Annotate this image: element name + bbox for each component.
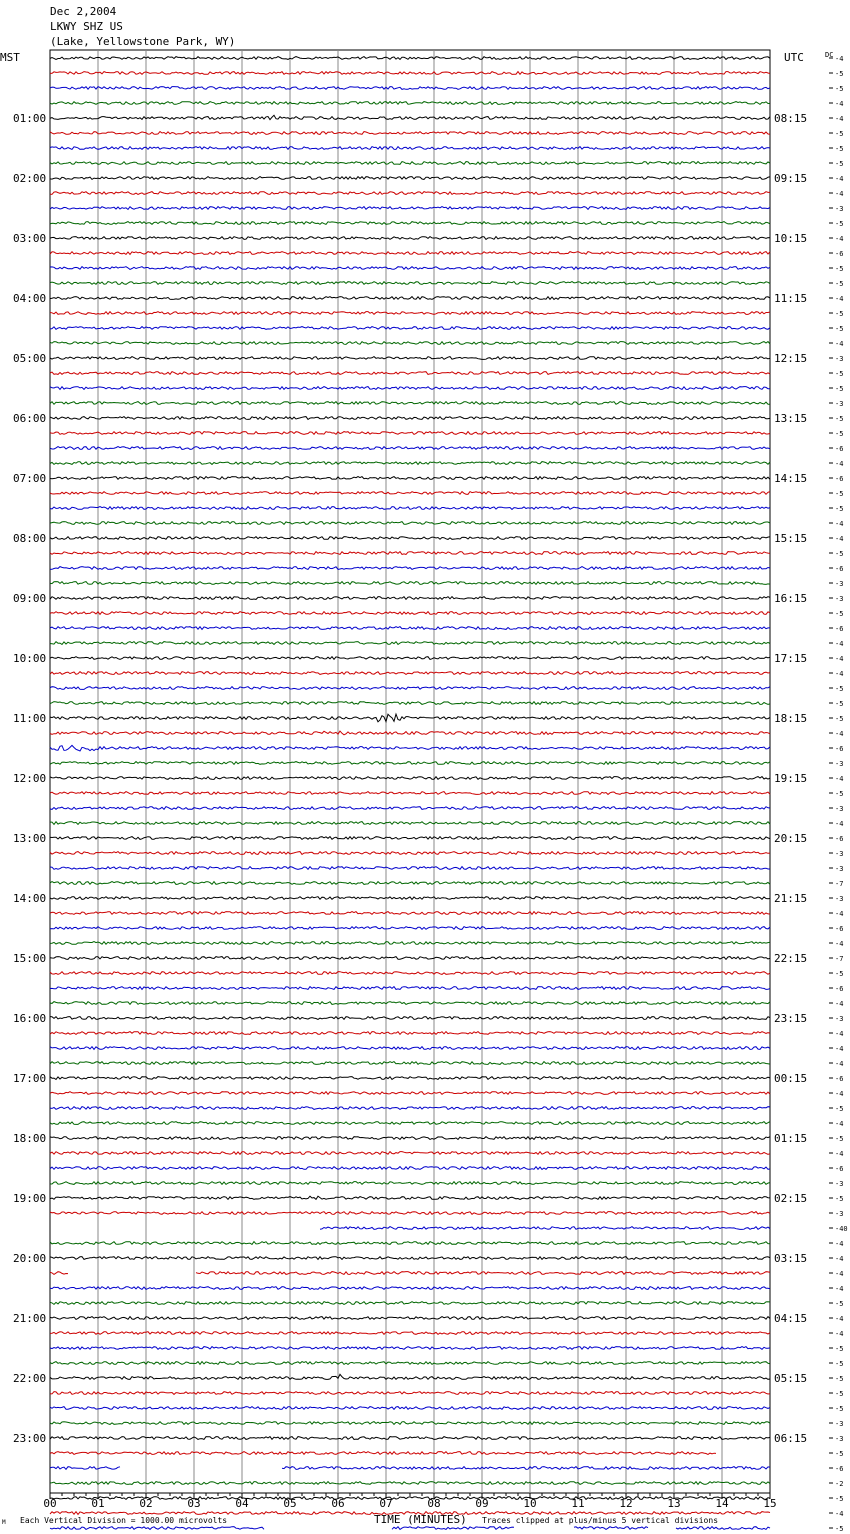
dc-offset-label: -6 — [835, 475, 844, 483]
x-tick-label: 14 — [715, 1497, 729, 1510]
dc-offset-label: -3 — [835, 850, 844, 858]
dc-offset-label: -7 — [835, 955, 844, 963]
trace-line — [320, 1227, 770, 1230]
x-tick-label: 10 — [523, 1497, 537, 1510]
left-hour-label: 16:00 — [13, 1012, 47, 1025]
trace-line — [50, 1242, 770, 1245]
trace-line — [50, 714, 770, 722]
left-hour-label: 12:00 — [13, 772, 47, 785]
x-tick-label: 13 — [667, 1497, 681, 1510]
dc-offset-label: -6 — [835, 1465, 844, 1473]
trace-line — [50, 1002, 770, 1005]
dc-offset-label: -4 — [835, 1270, 844, 1278]
dc-offset-label: -5 — [835, 1405, 844, 1413]
dc-title: DC — [825, 51, 834, 59]
header-station: LKWY SHZ US — [50, 20, 123, 33]
dc-offset-label: -3 — [835, 760, 844, 768]
right-hour-label: 18:15 — [774, 712, 808, 725]
trace-line — [50, 1482, 770, 1485]
dc-offset-label: -5 — [835, 1390, 844, 1398]
dc-offset-label: -4 — [835, 670, 844, 678]
trace-line — [50, 402, 770, 405]
trace-line — [50, 957, 770, 960]
trace-line — [50, 745, 770, 751]
trace-line — [50, 1047, 770, 1050]
trace-line — [50, 87, 770, 90]
x-tick-label: 04 — [235, 1497, 249, 1510]
trace-line — [50, 1317, 770, 1320]
dc-offset-label: -5 — [835, 265, 844, 273]
trace-line — [50, 672, 770, 675]
trace-line — [50, 567, 770, 570]
dc-offset-label: -4 — [835, 100, 844, 108]
trace-line — [50, 432, 770, 435]
dc-offset-label: -3 — [835, 595, 844, 603]
trace-line — [50, 1212, 770, 1215]
trace-line — [50, 207, 770, 210]
dc-offset-label: -5 — [835, 385, 844, 393]
right-hour-label: 23:15 — [774, 1012, 808, 1025]
traces — [50, 57, 770, 1534]
trace-line — [50, 1092, 770, 1095]
trace-line — [50, 282, 770, 285]
dc-offset-label: -5 — [835, 430, 844, 438]
dc-offset-label: -3 — [835, 1420, 844, 1428]
dc-offset-label: -5 — [835, 415, 844, 423]
trace-line — [50, 807, 770, 810]
trace-line — [50, 657, 770, 660]
dc-offset-label: -4 — [835, 1315, 844, 1323]
trace-line — [50, 612, 770, 615]
left-hour-label: 03:00 — [13, 232, 47, 245]
trace-line — [50, 1407, 770, 1410]
trace-line — [50, 537, 770, 540]
trace-line — [50, 372, 770, 375]
trace-line — [50, 1527, 770, 1530]
dc-offset-label: -5 — [835, 1345, 844, 1353]
dc-offset-label: -6 — [835, 1165, 844, 1173]
left-hour-label: 18:00 — [13, 1132, 47, 1145]
right-hour-label: 20:15 — [774, 832, 808, 845]
trace-line — [50, 552, 770, 555]
left-hour-label: 09:00 — [13, 592, 47, 605]
trace-line — [50, 597, 770, 600]
dc-offset-label: -5 — [835, 1450, 844, 1458]
trace-line — [50, 147, 770, 150]
right-hour-label: 15:15 — [774, 532, 808, 545]
trace-line — [50, 72, 770, 75]
trace-line — [50, 1152, 770, 1155]
trace-line — [50, 312, 770, 315]
plot-frame — [50, 50, 770, 1493]
trace-line — [50, 1374, 770, 1379]
dc-offset-label: -4 — [835, 1150, 844, 1158]
trace-line — [50, 477, 770, 480]
right-hour-label: 04:15 — [774, 1312, 808, 1325]
dc-offset-label: -5 — [835, 610, 844, 618]
right-hour-label: 05:15 — [774, 1372, 808, 1385]
dc-offset-label: -4 — [835, 910, 844, 918]
trace-line — [50, 777, 770, 780]
right-hour-label: 22:15 — [774, 952, 808, 965]
left-axis-title: MST — [0, 51, 20, 64]
dc-offset-label: -4 — [835, 730, 844, 738]
header-date: Dec 2,2004 — [50, 5, 117, 18]
trace-line — [50, 1347, 770, 1350]
dc-offset-label: -5 — [835, 160, 844, 168]
dc-offset-label: -4 — [835, 775, 844, 783]
dc-offset-label: -5 — [835, 280, 844, 288]
x-tick-label: 08 — [427, 1497, 441, 1510]
dc-offset-label: -6 — [835, 445, 844, 453]
trace-line — [50, 762, 770, 765]
dc-offset-label: -5 — [835, 970, 844, 978]
x-tick-label: 01 — [91, 1497, 105, 1510]
right-hour-label: 16:15 — [774, 592, 808, 605]
left-hour-label: 02:00 — [13, 172, 47, 185]
dc-offset-label: -4 — [835, 655, 844, 663]
dc-offset-label: -5 — [835, 1195, 844, 1203]
dc-offset-label: -5 — [835, 130, 844, 138]
dc-offset-label: -4 — [835, 940, 844, 948]
dc-offset-label: -6 — [835, 250, 844, 258]
dc-offset-label: -5 — [835, 550, 844, 558]
trace-line — [50, 462, 770, 465]
trace-line — [50, 1017, 770, 1020]
trace-line — [50, 102, 770, 105]
dc-offset-label: -5 — [835, 370, 844, 378]
x-tick-label: 12 — [619, 1497, 633, 1510]
left-hour-label: 08:00 — [13, 532, 47, 545]
trace-line — [50, 1422, 770, 1425]
footer-corner-mark: M — [2, 1519, 6, 1526]
right-hour-label: 17:15 — [774, 652, 808, 665]
dc-offset-label: -5 — [835, 700, 844, 708]
left-hour-label: 11:00 — [13, 712, 47, 725]
trace-line — [50, 447, 770, 450]
dc-offset-label: -4 — [835, 1090, 844, 1098]
trace-line — [50, 1302, 770, 1305]
dc-offset-label: -5 — [835, 790, 844, 798]
x-tick-label: 02 — [139, 1497, 153, 1510]
dc-offset-label: -5 — [835, 70, 844, 78]
trace-line — [50, 927, 770, 930]
left-hour-label: 15:00 — [13, 952, 47, 965]
trace-line — [50, 222, 770, 225]
dc-offset-label: -6 — [835, 565, 844, 573]
dc-offset-label: -5 — [835, 310, 844, 318]
dc-offset-label: -4 — [835, 115, 844, 123]
dc-offset-label: -4 — [835, 1255, 844, 1263]
dc-offset-label: -5 — [835, 715, 844, 723]
dc-offset-label: -5 — [835, 145, 844, 153]
dc-offset-label: -5 — [835, 1495, 844, 1503]
left-hour-label: 23:00 — [13, 1432, 47, 1445]
trace-line — [50, 987, 770, 990]
right-hour-label: 00:15 — [774, 1072, 808, 1085]
dc-offset-label: -4 — [835, 1030, 844, 1038]
trace-line — [50, 522, 770, 525]
trace-line — [50, 882, 770, 885]
right-hour-label: 21:15 — [774, 892, 808, 905]
trace-line — [50, 731, 770, 735]
trace-line — [50, 822, 770, 825]
trace-line — [50, 1182, 770, 1185]
right-hour-label: 10:15 — [774, 232, 808, 245]
trace-line — [50, 162, 770, 165]
right-hour-label: 01:15 — [774, 1132, 808, 1145]
dc-offset-label: -4 — [835, 1000, 844, 1008]
trace-line — [50, 1032, 770, 1035]
dc-offset-label: -4 — [835, 520, 844, 528]
trace-line — [50, 252, 770, 255]
dc-offset-label: -3 — [835, 355, 844, 363]
x-tick-label: 00 — [43, 1497, 57, 1510]
dc-offset-label: -40 — [835, 1225, 848, 1233]
dc-offset-label: -3 — [835, 1435, 844, 1443]
left-hour-label: 21:00 — [13, 1312, 47, 1325]
dc-offset-label: -3 — [835, 580, 844, 588]
trace-line — [50, 115, 770, 119]
trace-line — [50, 1122, 770, 1125]
dc-offset-label: -6 — [835, 1075, 844, 1083]
trace-line — [50, 342, 770, 345]
trace-line — [50, 687, 770, 690]
header-location: (Lake, Yellowstone Park, WY) — [50, 35, 236, 48]
dc-offset-label: -3 — [835, 805, 844, 813]
x-tick-label: 06 — [331, 1497, 345, 1510]
trace-line — [50, 297, 770, 300]
trace-line — [50, 177, 770, 180]
dc-offset-label: -5 — [835, 1360, 844, 1368]
trace-line — [50, 1392, 770, 1395]
trace-line — [50, 852, 770, 855]
trace-line — [50, 357, 770, 360]
dc-offset-label: -3 — [835, 895, 844, 903]
dc-offset-label: -4 — [835, 820, 844, 828]
x-tick-label: 11 — [571, 1497, 585, 1510]
trace-line — [50, 387, 770, 390]
trace-line — [50, 1257, 770, 1260]
x-tick-label: 15 — [763, 1497, 777, 1510]
trace-line — [50, 132, 770, 135]
trace-line — [50, 327, 770, 330]
right-hour-label: 13:15 — [774, 412, 808, 425]
right-hour-label: 11:15 — [774, 292, 808, 305]
dc-offset-label: -5 — [835, 505, 844, 513]
footer-clip-note: Traces clipped at plus/minus 5 vertical divisions — [482, 1516, 719, 1525]
left-hour-label: 20:00 — [13, 1252, 47, 1265]
dc-offset-label: -5 — [835, 1375, 844, 1383]
left-hour-label: 05:00 — [13, 352, 47, 365]
dc-offset-label: -5 — [835, 220, 844, 228]
left-hour-label: 06:00 — [13, 412, 47, 425]
right-hour-label: 03:15 — [774, 1252, 808, 1265]
dc-offset-label: -3 — [835, 400, 844, 408]
right-hour-label: 19:15 — [774, 772, 808, 785]
dc-offset-label: -6 — [835, 625, 844, 633]
trace-line — [50, 237, 770, 240]
x-tick-label: 07 — [379, 1497, 393, 1510]
dc-offset-label: -4 — [835, 460, 844, 468]
trace-line — [50, 267, 770, 270]
left-hour-label: 17:00 — [13, 1072, 47, 1085]
dc-offset-label: -6 — [835, 985, 844, 993]
left-hour-label: 07:00 — [13, 472, 47, 485]
trace-line — [50, 867, 770, 870]
dc-offset-label: -4 — [835, 295, 844, 303]
trace-line — [50, 1137, 770, 1140]
dc-offset-label: -2 — [835, 1480, 844, 1488]
dc-offset-label: -5 — [835, 325, 844, 333]
dc-offset-label: -5 — [835, 490, 844, 498]
trace-line — [50, 942, 770, 945]
trace-line — [50, 1196, 770, 1199]
dc-offset-label: -6 — [835, 745, 844, 753]
trace-line — [50, 1497, 770, 1500]
left-hour-label: 01:00 — [13, 112, 47, 125]
right-axis-title: UTC — [784, 51, 804, 64]
footer-scale-note: Each Vertical Division = 1000.00 microvolts — [20, 1516, 228, 1525]
dc-offset-label: -6 — [835, 925, 844, 933]
trace-line — [50, 1467, 770, 1470]
trace-line — [50, 1167, 770, 1170]
trace-line — [50, 1332, 770, 1335]
trace-line — [50, 642, 770, 645]
trace-line — [50, 702, 770, 705]
right-hour-label: 08:15 — [774, 112, 808, 125]
dc-offset-label: -4 — [835, 235, 844, 243]
right-hour-label: 14:15 — [774, 472, 808, 485]
dc-offset-label: -5 — [835, 1525, 844, 1533]
left-hour-label: 10:00 — [13, 652, 47, 665]
dc-offset-label: -4 — [835, 1510, 844, 1518]
dc-offset-label: -3 — [835, 205, 844, 213]
trace-line — [50, 582, 770, 585]
dc-offset-label: -5 — [835, 1300, 844, 1308]
left-hour-label: 14:00 — [13, 892, 47, 905]
x-tick-label: 09 — [475, 1497, 489, 1510]
trace-line — [50, 792, 770, 795]
trace-line — [50, 972, 770, 975]
trace-line — [50, 417, 770, 420]
dc-offset-label: -4 — [835, 535, 844, 543]
trace-line — [50, 1077, 770, 1080]
trace-line — [50, 1107, 770, 1110]
dc-offset-label: -5 — [835, 1105, 844, 1113]
left-hour-label: 13:00 — [13, 832, 47, 845]
trace-line — [50, 192, 770, 195]
dc-offset-label: -4 — [835, 55, 844, 63]
right-hour-label: 09:15 — [774, 172, 808, 185]
dc-offset-label: -3 — [835, 1015, 844, 1023]
dc-offset-label: -4 — [835, 1330, 844, 1338]
trace-line — [50, 1452, 716, 1455]
trace-line — [50, 1362, 770, 1365]
dc-offset-label: -4 — [835, 175, 844, 183]
dc-offset-label: -4 — [835, 340, 844, 348]
dc-offset-label: -4 — [835, 640, 844, 648]
dc-offset-label: -6 — [835, 835, 844, 843]
left-hour-label: 19:00 — [13, 1192, 47, 1205]
dc-offset-label: -5 — [835, 685, 844, 693]
trace-line — [50, 492, 770, 495]
dc-offset-label: -4 — [835, 190, 844, 198]
dc-offset-label: -3 — [835, 1180, 844, 1188]
trace-line — [50, 1437, 770, 1440]
trace-line — [50, 507, 770, 510]
dc-offset-label: -3 — [835, 865, 844, 873]
right-hour-label: 06:15 — [774, 1432, 808, 1445]
trace-line — [50, 912, 770, 915]
dc-offset-label: -5 — [835, 1135, 844, 1143]
dc-offset-label: -4 — [835, 1060, 844, 1068]
trace-line — [50, 897, 770, 900]
left-hour-label: 22:00 — [13, 1372, 47, 1385]
left-hour-label: 04:00 — [13, 292, 47, 305]
trace-line — [50, 1062, 770, 1065]
right-hour-label: 02:15 — [774, 1192, 808, 1205]
x-tick-label: 03 — [187, 1497, 201, 1510]
dc-offset-label: -4 — [835, 1285, 844, 1293]
trace-line — [50, 627, 770, 630]
dc-offset-label: -4 — [835, 1240, 844, 1248]
dc-offset-label: -7 — [835, 880, 844, 888]
trace-line — [50, 1287, 770, 1290]
trace-line — [50, 1272, 770, 1275]
trace-line — [50, 837, 770, 840]
dc-offset-label: -4 — [835, 1120, 844, 1128]
x-axis-label: TIME (MINUTES) — [374, 1513, 467, 1526]
dc-offset-label: -4 — [835, 1045, 844, 1053]
right-hour-label: 12:15 — [774, 352, 808, 365]
dc-offset-label: -3 — [835, 1210, 844, 1218]
trace-line — [50, 57, 770, 60]
dc-offset-label: -5 — [835, 85, 844, 93]
x-tick-label: 05 — [283, 1497, 297, 1510]
